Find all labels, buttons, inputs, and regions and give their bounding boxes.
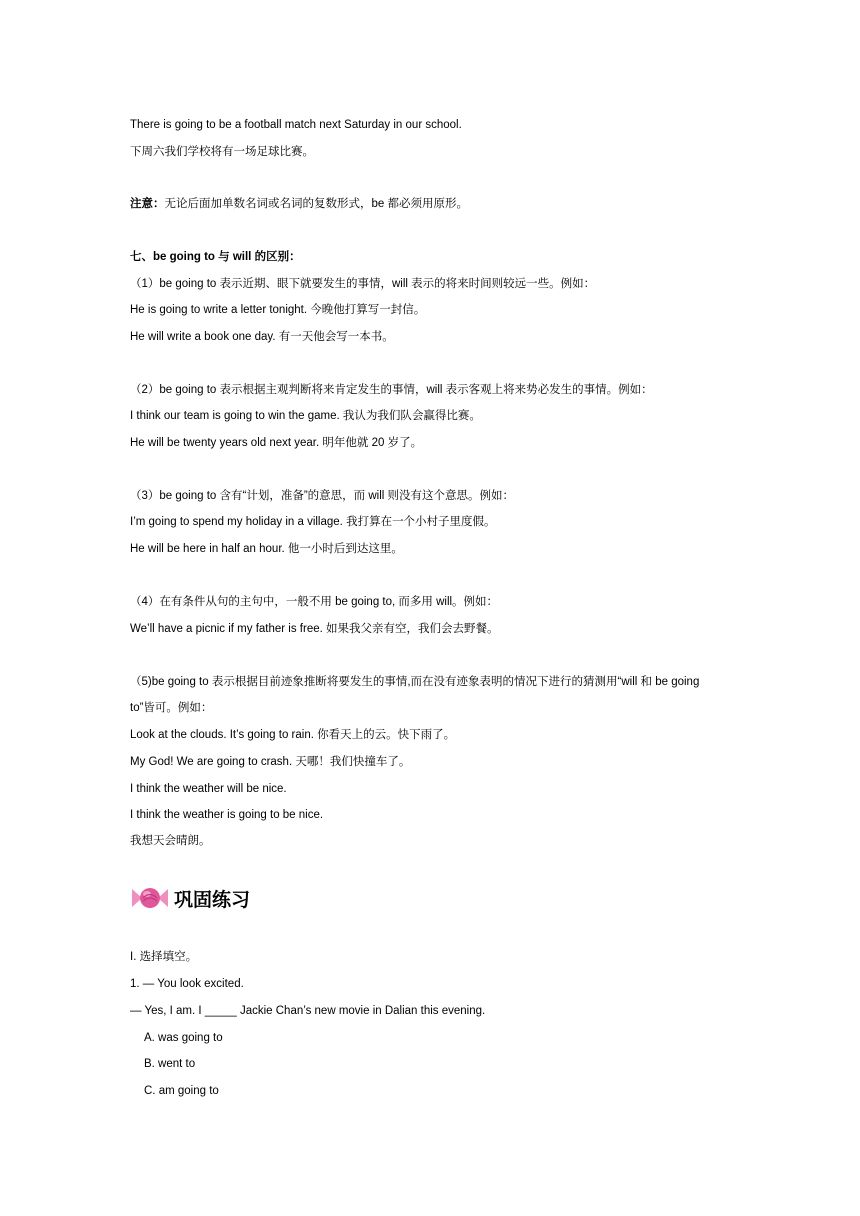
point-2-example-2: He will be twenty years old next year. 明年他就 20 岁了。	[130, 437, 423, 449]
point-5-example-3: I think the weather will be nice.	[130, 783, 287, 795]
point-3-example-1: I’m going to spend my holiday in a village. 我打算在一个小村子里度假。	[130, 516, 496, 528]
point-5-example-2: My God! We are going to crash. 天哪！我们快撞车了。	[130, 756, 411, 768]
point-3-example-2: He will be here in half an hour. 他一小时后到达这里。	[130, 543, 403, 555]
point-5-example-1: Look at the clouds. It’s going to rain. 你看天上的云。快下雨了。	[130, 729, 456, 741]
note-paragraph	[130, 197, 468, 211]
point-3: （3）be going to 含有“计划，准备”的意思，而 will 则没有这个意思。例如：	[130, 490, 515, 502]
note-label: 注意：	[130, 198, 165, 210]
point-5-continued: to”皆可。例如：	[130, 702, 213, 714]
question-1-response: — Yes, I am. I _____ Jackie Chan’s new movie in Dalian this evening.	[130, 1005, 486, 1017]
section-seven-heading: 七、be going to 与 will 的区别：	[130, 251, 301, 263]
option-b: B. went to	[144, 1058, 196, 1070]
option-a: A. was going to	[144, 1032, 223, 1044]
point-5-translation: 我想天会晴朗。	[130, 835, 211, 847]
point-4: （4）在有条件从句的主句中，一般不用 be going to, 而多用 will。例如：	[130, 596, 499, 608]
point-4-example-1: We’ll have a picnic if my father is free. 如果我父亲有空，我们会去野餐。	[130, 623, 499, 635]
example-translation: 下周六我们学校将有一场足球比赛。	[130, 146, 314, 158]
point-1-example-2: He will write a book one day. 有一天他会写一本书。	[130, 331, 394, 343]
exercise-heading: I. 选择填空。	[130, 951, 198, 963]
point-5: （5)be going to 表示根据目前迹象推断将要发生的事情,而在没有迹象表明的情况下进行的猜测用“will 和 be going	[130, 676, 700, 688]
candy-icon	[130, 885, 170, 911]
option-c: C. am going to	[144, 1085, 219, 1097]
question-1: 1. — You look excited.	[130, 978, 244, 990]
point-2: （2）be going to 表示根据主观判断将来肯定发生的事情，will 表示客观上将来势必发生的事情。例如：	[130, 384, 653, 396]
note-text: 无论后面加单数名词或名词的复数形式，be 都必须用原形。	[164, 198, 468, 210]
section-title-text: 巩固练习	[174, 888, 251, 911]
point-1: （1）be going to 表示近期、眼下就要发生的事情，will 表示的将来时间则较远一些。例如：	[130, 278, 596, 290]
practice-section-title	[130, 880, 250, 916]
point-2-example-1: I think our team is going to win the game. 我认为我们队会赢得比赛。	[130, 410, 481, 422]
example-sentence: There is going to be a football match next Saturday in our school.	[130, 119, 462, 131]
point-5-example-4: I think the weather is going to be nice.	[130, 809, 324, 821]
point-1-example-1: He is going to write a letter tonight. 今晚他打算写一封信。	[130, 304, 426, 316]
